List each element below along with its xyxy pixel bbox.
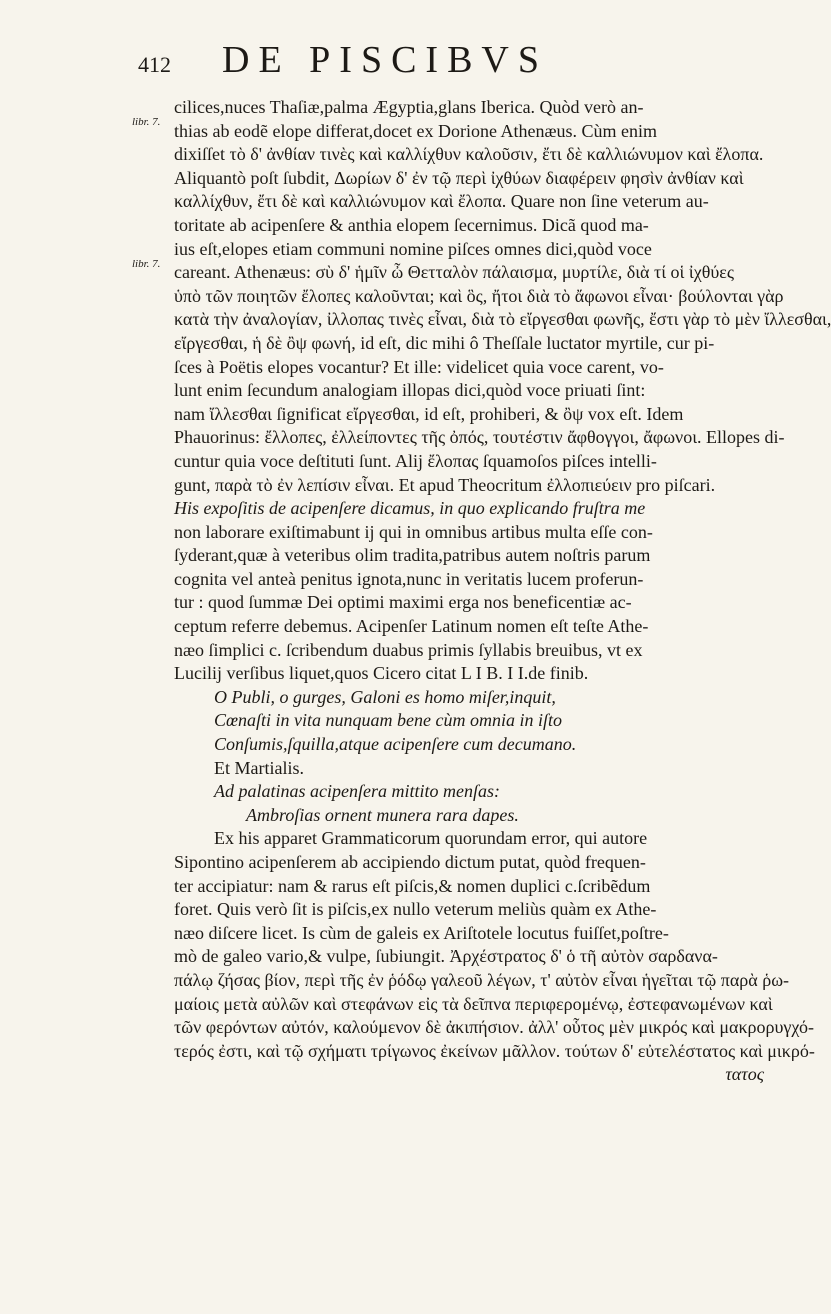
- text-line: toritate ab acipenſere & anthia elopem ſecernimus. Dicã quod ma-: [174, 214, 649, 235]
- text-line: mò de galeo vario,& vulpe, ſubiungit. Ἀρχέστρατος δ' ὁ τῆ αὐτὸν σαρδανα-: [174, 946, 718, 967]
- text-line: ſces à Poëtis elopes vocantur? Et ille: videlicet quia voce carent, vo-: [174, 356, 664, 377]
- text-line: foret. Quis verò ſit is piſcis,ex nullo veterum meliùs quàm ex Athe-: [174, 899, 657, 920]
- text-line: τῶν φερόντων αὐτόν, καλούμενον δὲ ἀκιπήσιον. ἀλλ' οὗτος μὲν μικρός καὶ μακρορυγχό-: [174, 1017, 814, 1038]
- text-line: πάλῳ ζήσας βίον, περὶ τῆς ἐν ῥόδῳ γαλεοῦ λέγων, τ' αὐτὸν εἶναι ἡγεῖται τῷ παρὰ ῥω-: [174, 969, 790, 990]
- running-head: [0, 38, 800, 88]
- text-line: Lucilij verſibus liquet,quos Cicero citat L I B. I I.de finib.: [174, 663, 589, 684]
- margin-note: libr. 7.: [132, 258, 161, 270]
- text-line: Aliquantò poſt ſubdit, Δωρίων δ' ἐν τῷ περὶ ἰχθύων διαφέρειν φησὶν ἀνθίαν καὶ: [174, 167, 744, 188]
- text-line: τερός ἐστι, καὶ τῷ σχήματι τρίγωνος ἐκείνων μᾶλλον. τούτων δ' εὐτελέστατος καὶ μικρό-: [174, 1040, 815, 1061]
- verse-line: His expoſitis de acipenſere dicamus, in quo explicando fruſtra me: [174, 498, 646, 519]
- text-line: Phauorinus: ἔλλοπες, ἐλλείποντες τῆς ὀπός, τουτέστιν ἄφθογγοι, ἄφωνοι. Ellopes di-: [174, 427, 785, 448]
- text-line: careant. Athenæus: σὺ δ' ἡμῖν ὦ Θετταλὸν πάλαισμα, μυρτίλε, διὰ τί οἱ ἰχθύες: [174, 262, 734, 283]
- text-line: κατὰ τὴν ἀναλογίαν, ἰλλοπας τινὲς εἶναι, διὰ τὸ εἴργεσθαι φωνῆς, ἔστι γὰρ τὸ μὲν ἴλλεσθαι,: [174, 309, 831, 330]
- text-line: ὑπὸ τῶν ποιητῶν ἔλοπες καλοῦνται; καὶ ὃς, ἤτοι διὰ τὸ ἄφωνοι εἶναι· βούλονται γὰρ: [174, 285, 784, 306]
- text-line: dixiſſet τὸ δ' ἀνθίαν τινὲς καὶ καλλίχθυν καλοῦσιν, ἔτι δὲ καλλιώνυμον καὶ ἔλοπα.: [174, 144, 764, 165]
- text-line: ius eſt,elopes etiam communi nomine piſces omnes dici,quòd voce: [174, 238, 652, 259]
- text-line: Et Martialis.: [214, 757, 304, 778]
- running-title: DE PISCIBVS: [222, 39, 548, 81]
- catchword: τατος: [725, 1064, 764, 1085]
- body-text: [174, 96, 831, 1087]
- page-number: 412: [138, 52, 171, 77]
- text-line: εἴργεσθαι, ἡ δὲ ὂψ φωνή, id eſt, dic mihi ô Theſſale luctator myrtile, cur pi-: [174, 332, 715, 353]
- verse-line: Ad palatinas acipenſera mittito menſas:: [214, 781, 500, 802]
- text-line: cilices,nuces Thaſiæ,palma Ægyptia,glans Iberica. Quòd verò an-: [174, 97, 644, 117]
- verse-line: O Publi, o gurges, Galoni es homo miſer,inquit,: [214, 686, 556, 707]
- text-line: non laborare exiſtimabunt ij qui in omnibus artibus multa eſſe con-: [174, 521, 653, 542]
- verse-line: Cœnaſti in vita nunquam bene cùm omnia in iſto: [214, 710, 562, 731]
- text-line: næo diſcere licet. Is cùm de galeis ex Ariſtotele locutus fuiſſet,poſtre-: [174, 922, 669, 943]
- text-line: nam ἴλλεσθαι ſignificat εἴργεσθαι, id eſt, prohiberi, & ὂψ vox eſt. Idem: [174, 403, 684, 424]
- text-line: ſyderant,quæ à veteribus olim tradita,patribus autem noſtris parum: [174, 545, 651, 566]
- text-line: ter accipiatur: nam & rarus eſt piſcis,& nomen duplici c.ſcribẽdum: [174, 875, 651, 896]
- text-line: thias ab eodẽ elope differat,docet ex Dorione Athenæus. Cùm enim: [174, 120, 658, 141]
- text-line: næo ſimplici c. ſcribendum duabus primis ſyllabis breuibus, vt ex: [174, 639, 643, 660]
- text-line: lunt enim ſecundum analogiam illopas dici,quòd voce priuati ſint:: [174, 380, 646, 401]
- text-line: tur : quod ſummæ Dei optimi maximi erga nos beneficentiæ ac-: [174, 592, 632, 613]
- text-line: ceptum referre debemus. Acipenſer Latinum nomen eſt teſte Athe-: [174, 616, 649, 637]
- text-line: καλλίχθυν, ἔτι δὲ καὶ καλλιώνυμον καὶ ἔλοπα. Quare non ſine veterum au-: [174, 191, 709, 212]
- text-line: cognita vel anteà penitus ignota,nunc in veritatis lucem proferun-: [174, 568, 644, 589]
- verse-line: Conſumis,ſquilla,atque acipenſere cum decumano.: [214, 734, 577, 755]
- text-line: Sipontino acipenſerem ab accipiendo dictum putat, quòd frequen-: [174, 852, 646, 872]
- verse-line: Ambroſias ornent munera rara dapes.: [246, 804, 519, 825]
- text-line: gunt, παρὰ τὸ ἐν λεπίσιν εἶναι. Et apud Theocritum ἐλλοπιεύειν pro piſcari.: [174, 474, 716, 495]
- text-line: μαίοις μετὰ αὐλῶν καὶ στεφάνων εἰς τὰ δεῖπνα περιφερομένῳ, ἐστεφανωμένων καὶ: [174, 993, 773, 1014]
- text-line: cuntur quia voce deſtituti ſunt. Alij ἔλοπας ſquamoſos piſces intelli-: [174, 450, 657, 471]
- margin-note: libr. 7.: [132, 116, 161, 128]
- text-line: Ex his apparet Grammaticorum quorundam error, qui autore: [214, 828, 648, 849]
